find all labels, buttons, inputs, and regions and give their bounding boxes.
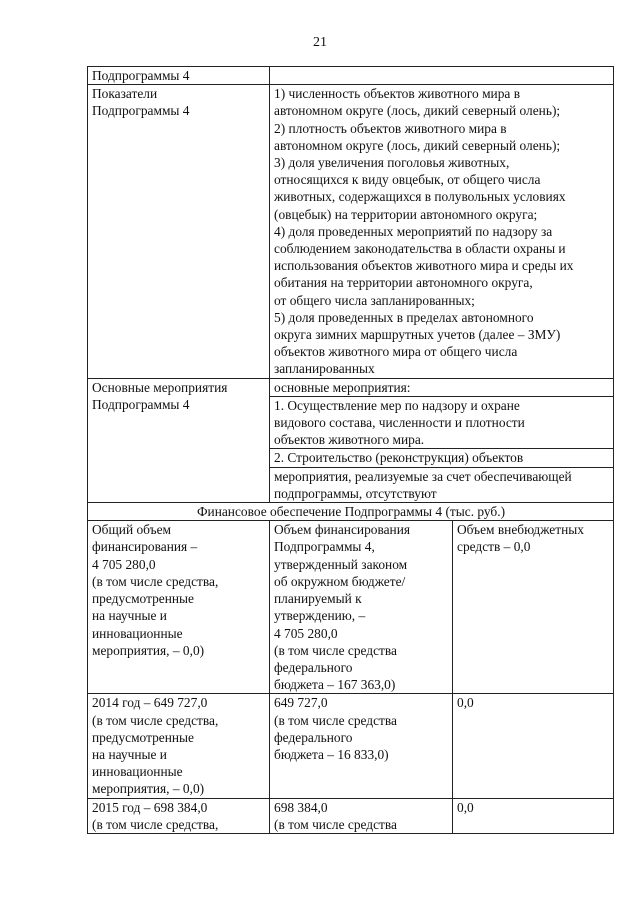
- finance-header: Финансовое обеспечение Подпрограммы 4 (тыс. руб.): [88, 503, 614, 521]
- program-table: [87, 66, 614, 834]
- page-number: 21: [313, 35, 327, 50]
- activity-1: 1. Осуществление мер по надзору и охране видового состава, численности и плотности объектов животного мира.: [270, 397, 613, 450]
- finance-2014-total: 2014 год – 649 727,0 (в том числе средства, предусмотренные на научные и инновационные мероприятия, – 0,0): [88, 694, 270, 798]
- table-row: [88, 694, 614, 798]
- main-activities-cell: [270, 378, 614, 502]
- indicators-label: Показатели Подпрограммы 4: [88, 85, 270, 378]
- finance-budget-cell: Объем финансирования Подпрограммы 4, утвержденный законом об окружном бюджете/ планируемый к утверждению, – 4 705 280,0 (в том числе средства федерального бюджета – 167 363,0): [270, 521, 453, 694]
- finance-2015-offbudget: 0,0: [453, 798, 614, 833]
- main-activities-label: Основные мероприятия Подпрограммы 4: [88, 378, 270, 502]
- indicators-text: 1) численность объектов животного мира в автономном округе (лось, дикий северный олень); 2) плотность объектов животного мира в автономном округе (лось, дикий северный олень); 3) доля увеличения поголовья животных, относящихся к виду овцебык, от общего числа животных, содержащихся в полувольных условиях (овцебык) на территории автономного округа; 4) доля проведенных мероприятий по надзору за соблюдением законодательства в области охраны и использования объектов животного мира и среды их обитания на территории автономного округа, от общего числа запланированных; 5) доля проведенных в пределах автономного округа зимних маршрутных учетов (далее – ЗМУ) объектов животного мира от общего числа запланированных: [270, 85, 614, 378]
- finance-total-cell: Общий объем финансирования – 4 705 280,0 (в том числе средства, предусмотренные на научные и инновационные мероприятия, – 0,0): [88, 521, 270, 694]
- table-row: [88, 503, 614, 521]
- finance-2015-total: 2015 год – 698 384,0 (в том числе средства,: [88, 798, 270, 833]
- table-row: [88, 521, 614, 694]
- activity-supporting: мероприятия, реализуемые за счет обеспечивающей подпрограммы, отсутствуют: [274, 468, 572, 501]
- finance-2014-budget: 649 727,0 (в том числе средства федерального бюджета – 16 833,0): [270, 694, 453, 798]
- empty-cell: [270, 67, 614, 85]
- activities-heading: основные мероприятия:: [270, 379, 613, 397]
- table-row: [88, 67, 614, 85]
- table-row: [88, 378, 614, 502]
- finance-2015-budget: 698 384,0 (в том числе средства: [270, 798, 453, 833]
- activity-2: 2. Строительство (реконструкция) объектов: [270, 449, 613, 467]
- subprogram-header-cell: Подпрограммы 4: [88, 67, 270, 85]
- table-row: [88, 798, 614, 833]
- finance-2014-offbudget: 0,0: [453, 694, 614, 798]
- finance-offbudget-cell: Объем внебюджетных средств – 0,0: [453, 521, 614, 694]
- table-row: [88, 85, 614, 378]
